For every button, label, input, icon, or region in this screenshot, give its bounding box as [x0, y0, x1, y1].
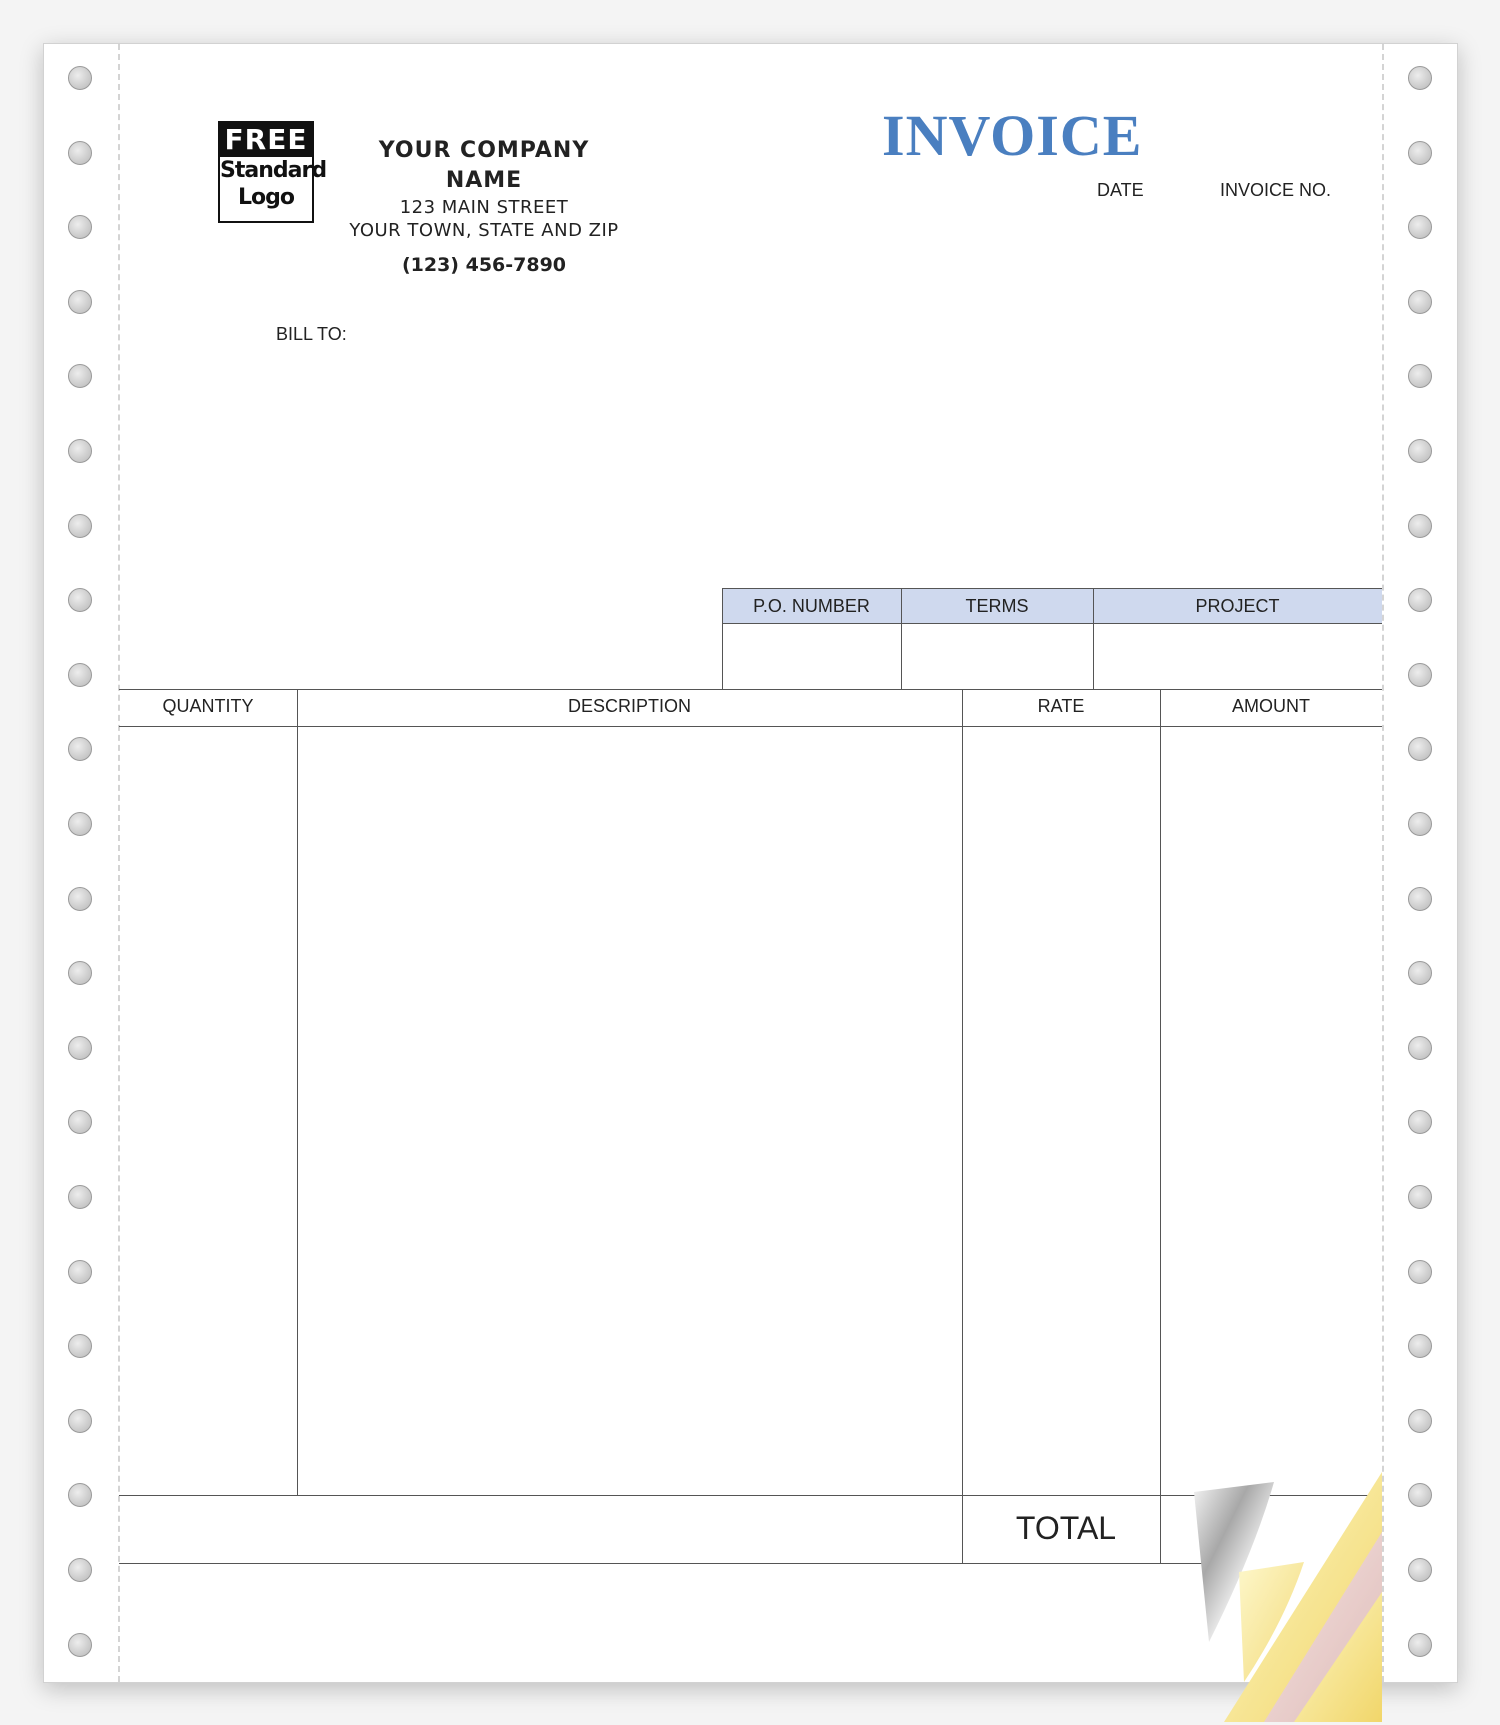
left-perforation-line [118, 44, 120, 1682]
invoice-title: INVOICE [882, 103, 1143, 168]
tractor-hole [1408, 514, 1432, 538]
left-tractor-holes [68, 66, 92, 1676]
tractor-hole [1408, 1260, 1432, 1284]
tractor-hole [68, 66, 92, 90]
po-number-header: P.O. NUMBER [753, 596, 870, 616]
tractor-hole [1408, 290, 1432, 314]
company-address-block [344, 136, 624, 242]
tractor-hole [68, 1633, 92, 1657]
tractor-hole [1408, 215, 1432, 239]
tractor-hole [68, 1185, 92, 1209]
logo-text-logo: Logo [238, 185, 294, 210]
bill-to-label: BILL TO: [276, 324, 347, 344]
tractor-hole [68, 1334, 92, 1358]
date-label: DATE [1097, 180, 1144, 200]
logo-text-standard: Standard [220, 158, 327, 183]
tractor-hole [68, 812, 92, 836]
company-city: YOUR TOWN, STATE AND ZIP [349, 220, 619, 241]
tractor-hole [1408, 66, 1432, 90]
tractor-hole [1408, 812, 1432, 836]
tractor-hole [1408, 737, 1432, 761]
tractor-hole [1408, 663, 1432, 687]
tractor-hole [68, 663, 92, 687]
tractor-hole [68, 141, 92, 165]
quantity-column-divider [297, 689, 298, 1495]
company-logo [218, 121, 327, 223]
carbonless-copies-page-curl [1184, 1472, 1384, 1722]
rate-column-divider [1160, 689, 1161, 1563]
company-phone: (123) 456-7890 [401, 254, 567, 276]
tractor-hole [68, 514, 92, 538]
total-label: TOTAL [1015, 1510, 1117, 1546]
tractor-hole [1408, 1110, 1432, 1134]
quantity-header: QUANTITY [162, 696, 254, 716]
invoice-number-label: INVOICE NO. [1220, 180, 1332, 200]
items-table-header-bottom [119, 726, 1382, 727]
tractor-hole [68, 1260, 92, 1284]
tractor-hole [68, 1036, 92, 1060]
description-column-divider [962, 689, 963, 1563]
tractor-hole [68, 737, 92, 761]
tractor-hole [68, 439, 92, 463]
rate-header: RATE [1037, 696, 1085, 716]
tractor-hole [1408, 1334, 1432, 1358]
description-header: DESCRIPTION [567, 696, 691, 716]
tractor-hole [1408, 141, 1432, 165]
tractor-hole [1408, 1409, 1432, 1433]
tractor-hole [1408, 588, 1432, 612]
company-street: 123 MAIN STREET [399, 197, 569, 218]
tractor-hole [68, 215, 92, 239]
tractor-hole [1408, 887, 1432, 911]
tractor-hole [1408, 1483, 1432, 1507]
right-perforation-line [1382, 44, 1384, 1682]
invoice-form-sheet [43, 43, 1458, 1683]
right-tractor-holes [1408, 66, 1432, 1676]
tractor-hole [1408, 1633, 1432, 1657]
amount-header: AMOUNT [1232, 696, 1310, 716]
tractor-hole [1408, 1185, 1432, 1209]
tractor-hole [68, 1558, 92, 1582]
tractor-hole [68, 887, 92, 911]
tractor-hole [1408, 439, 1432, 463]
total-row-bottom [119, 1563, 1219, 1564]
tractor-hole [68, 588, 92, 612]
tractor-hole [1408, 961, 1432, 985]
tractor-hole [1408, 364, 1432, 388]
items-table-top-border [119, 689, 1382, 690]
tractor-hole [68, 290, 92, 314]
logo-text-free: FREE [220, 123, 312, 157]
tractor-hole [68, 1409, 92, 1433]
tractor-hole [68, 1483, 92, 1507]
tractor-hole [68, 364, 92, 388]
tractor-hole [1408, 1036, 1432, 1060]
company-name: YOUR COMPANY NAME [378, 138, 590, 193]
tractor-hole [68, 961, 92, 985]
tractor-hole [1408, 1558, 1432, 1582]
project-header: PROJECT [1195, 596, 1280, 616]
terms-header: TERMS [965, 596, 1029, 616]
tractor-hole [68, 1110, 92, 1134]
